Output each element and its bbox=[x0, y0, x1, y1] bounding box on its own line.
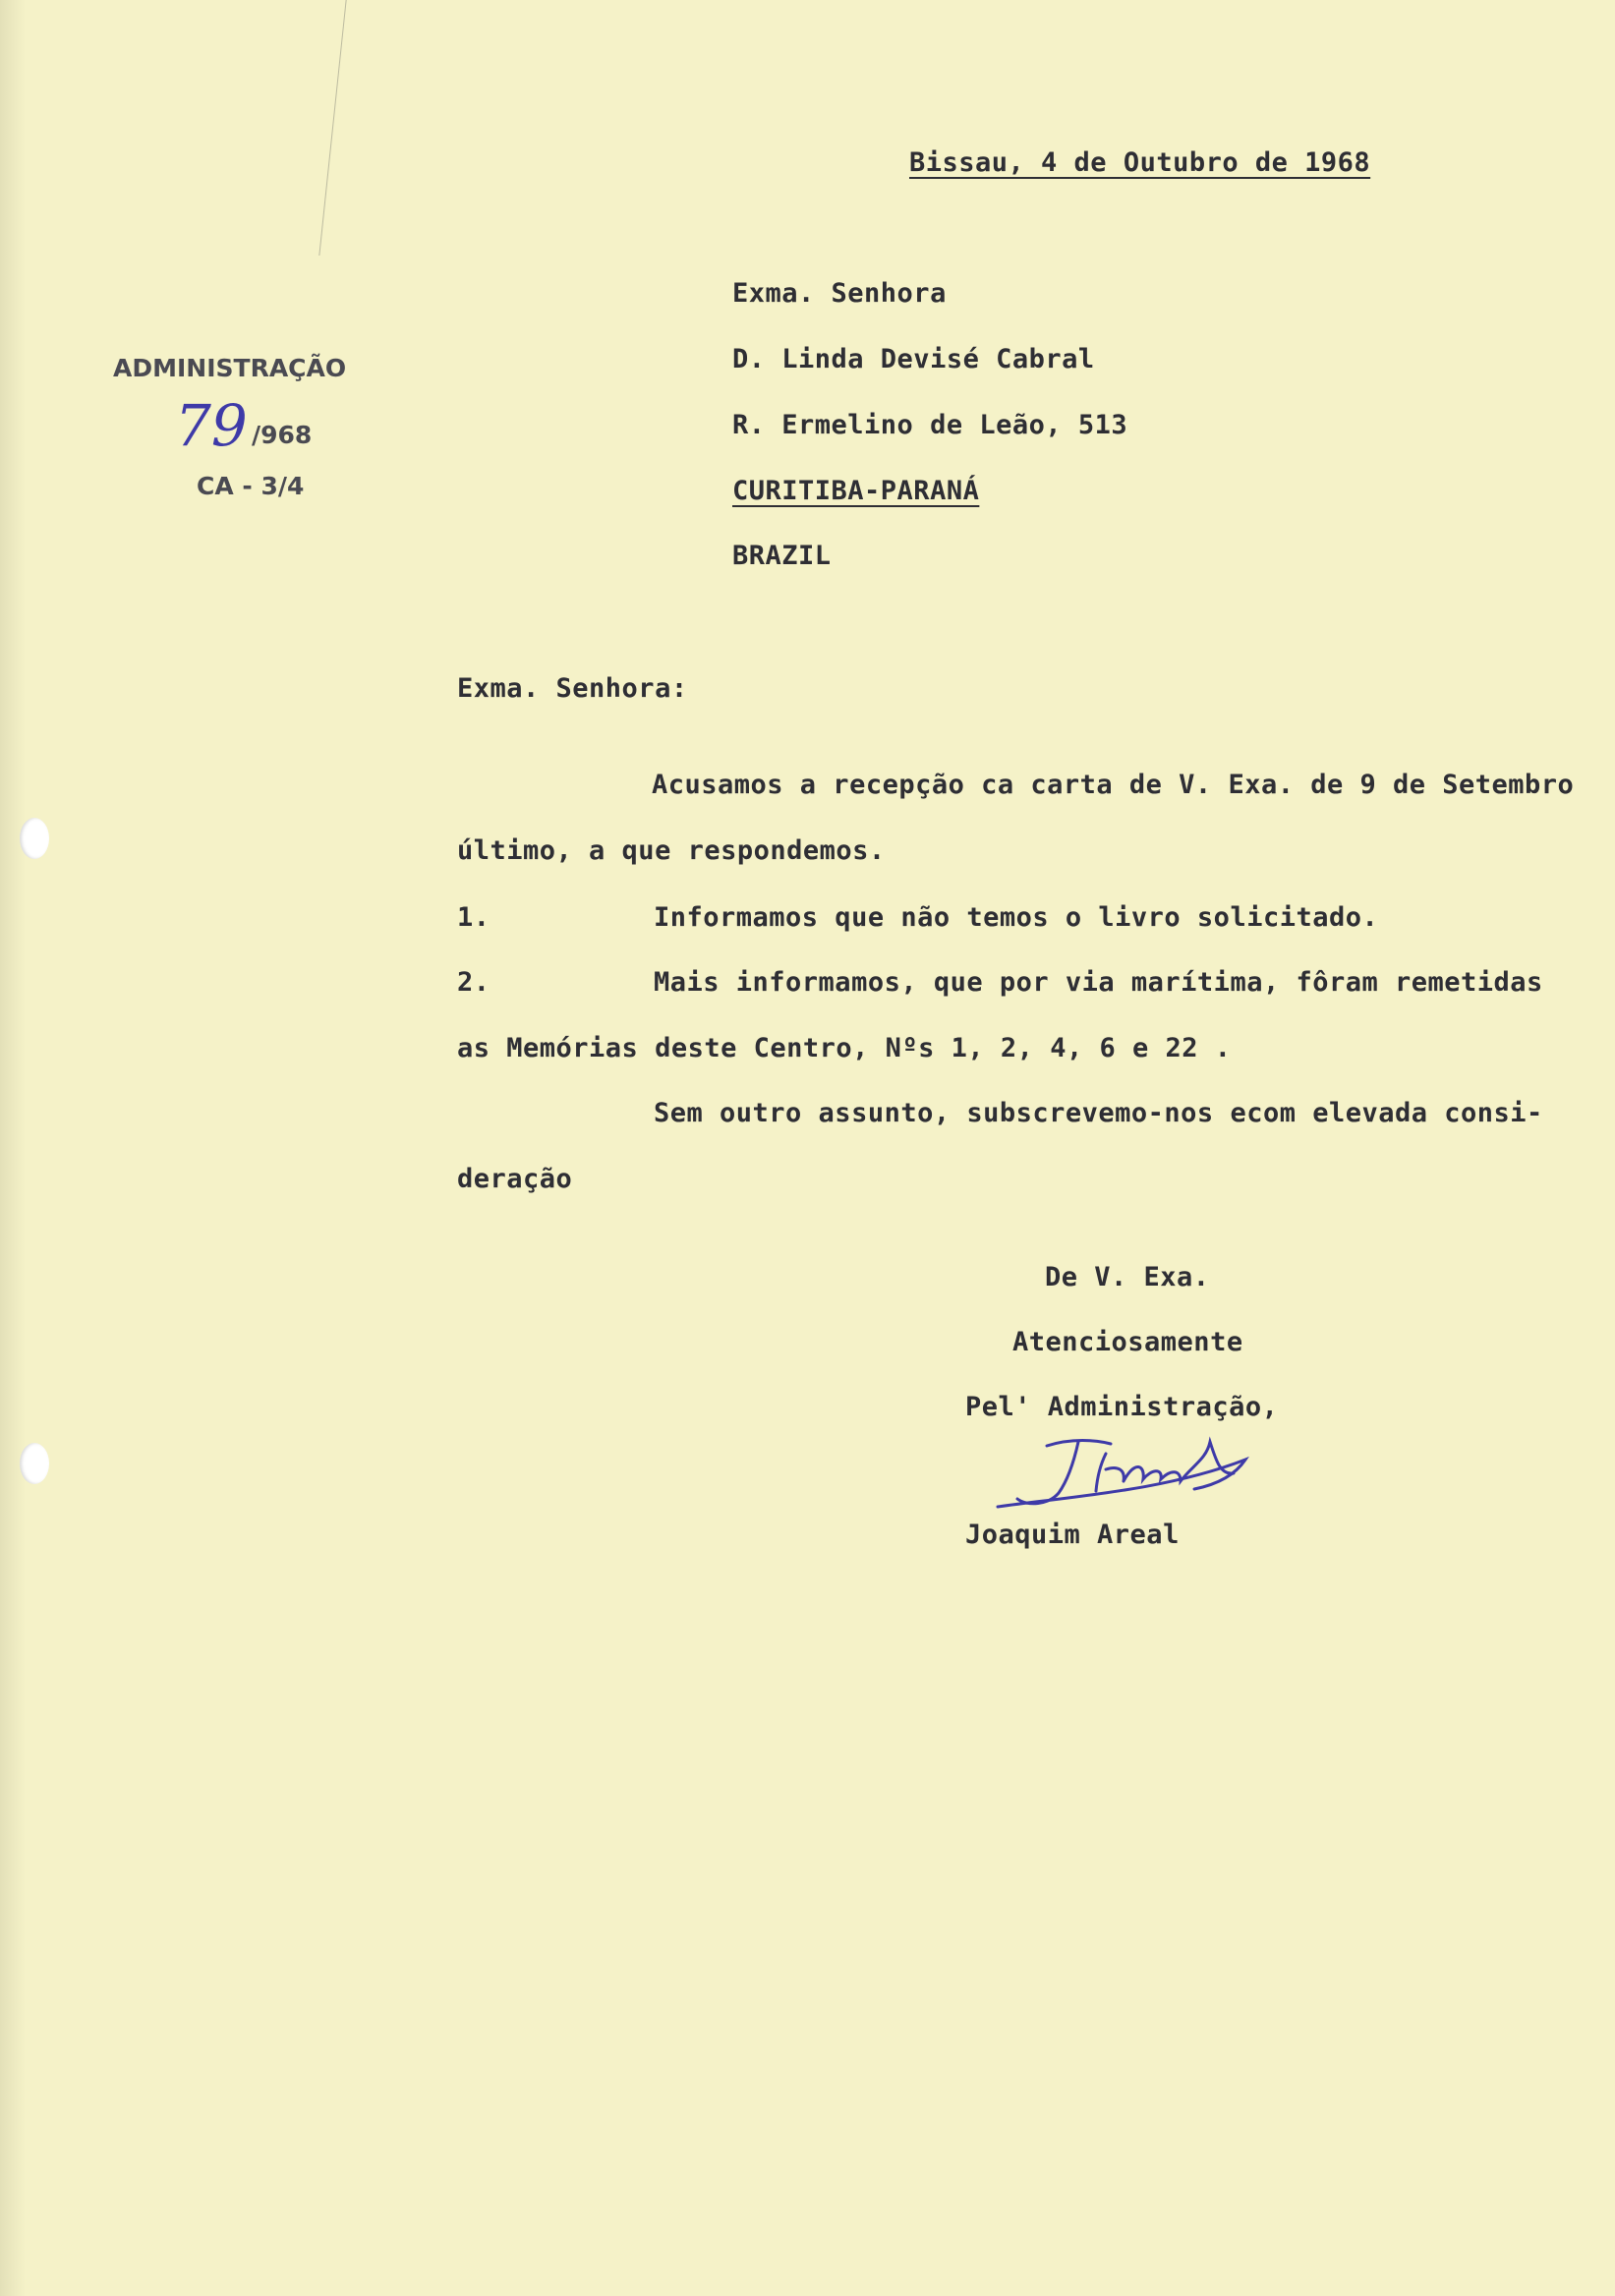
closing-line2: deração bbox=[457, 1164, 573, 1194]
item2-text-line1: Mais informamos, que por via marítima, fôram remetidas bbox=[654, 967, 1543, 998]
item2-text-line2: as Memórias deste Centro, Nºs 1, 2, 4, 6 e 22 . bbox=[457, 1033, 1232, 1063]
recipient-city: CURITIBA-PARANÁ bbox=[732, 476, 980, 506]
body-intro-line2: último, a que respondemos. bbox=[457, 835, 886, 866]
reference-year: /968 bbox=[252, 421, 313, 449]
body-intro-line1: Acusamos a recepção ca carta de V. Exa. de 9 de Setembro bbox=[652, 770, 1575, 800]
signoff-line2: Atenciosamente bbox=[1012, 1327, 1243, 1357]
recipient-street: R. Ermelino de Leão, 513 bbox=[732, 410, 1128, 440]
handwritten-reference-number: 79 bbox=[175, 392, 248, 459]
signoff-line3: Pel' Administração, bbox=[965, 1392, 1279, 1422]
date-line: Bissau, 4 de Outubro de 1968 bbox=[909, 147, 1371, 178]
reference-code: CA - 3/4 bbox=[197, 472, 305, 500]
signoff-line1: De V. Exa. bbox=[1045, 1262, 1210, 1292]
signatory-name: Joaquim Areal bbox=[965, 1520, 1180, 1550]
recipient-title: Exma. Senhora bbox=[732, 278, 947, 309]
handwritten-signature bbox=[988, 1430, 1273, 1523]
closing-line1: Sem outro assunto, subscrevemo-nos ecom elevada consi- bbox=[654, 1098, 1543, 1128]
punch-hole-top bbox=[20, 818, 49, 859]
punch-hole-bottom bbox=[20, 1443, 49, 1484]
pencil-mark bbox=[318, 0, 356, 256]
department-stamp: ADMINISTRAÇÃO bbox=[113, 354, 347, 382]
recipient-country: BRAZIL bbox=[732, 541, 832, 571]
salutation: Exma. Senhora: bbox=[457, 673, 688, 704]
recipient-name: D. Linda Devisé Cabral bbox=[732, 344, 1095, 374]
item2-number: 2. bbox=[457, 967, 490, 998]
item1-text: Informamos que não temos o livro solicitado. bbox=[654, 902, 1379, 933]
item1-number: 1. bbox=[457, 902, 490, 933]
page-edge-shadow bbox=[0, 0, 26, 2296]
